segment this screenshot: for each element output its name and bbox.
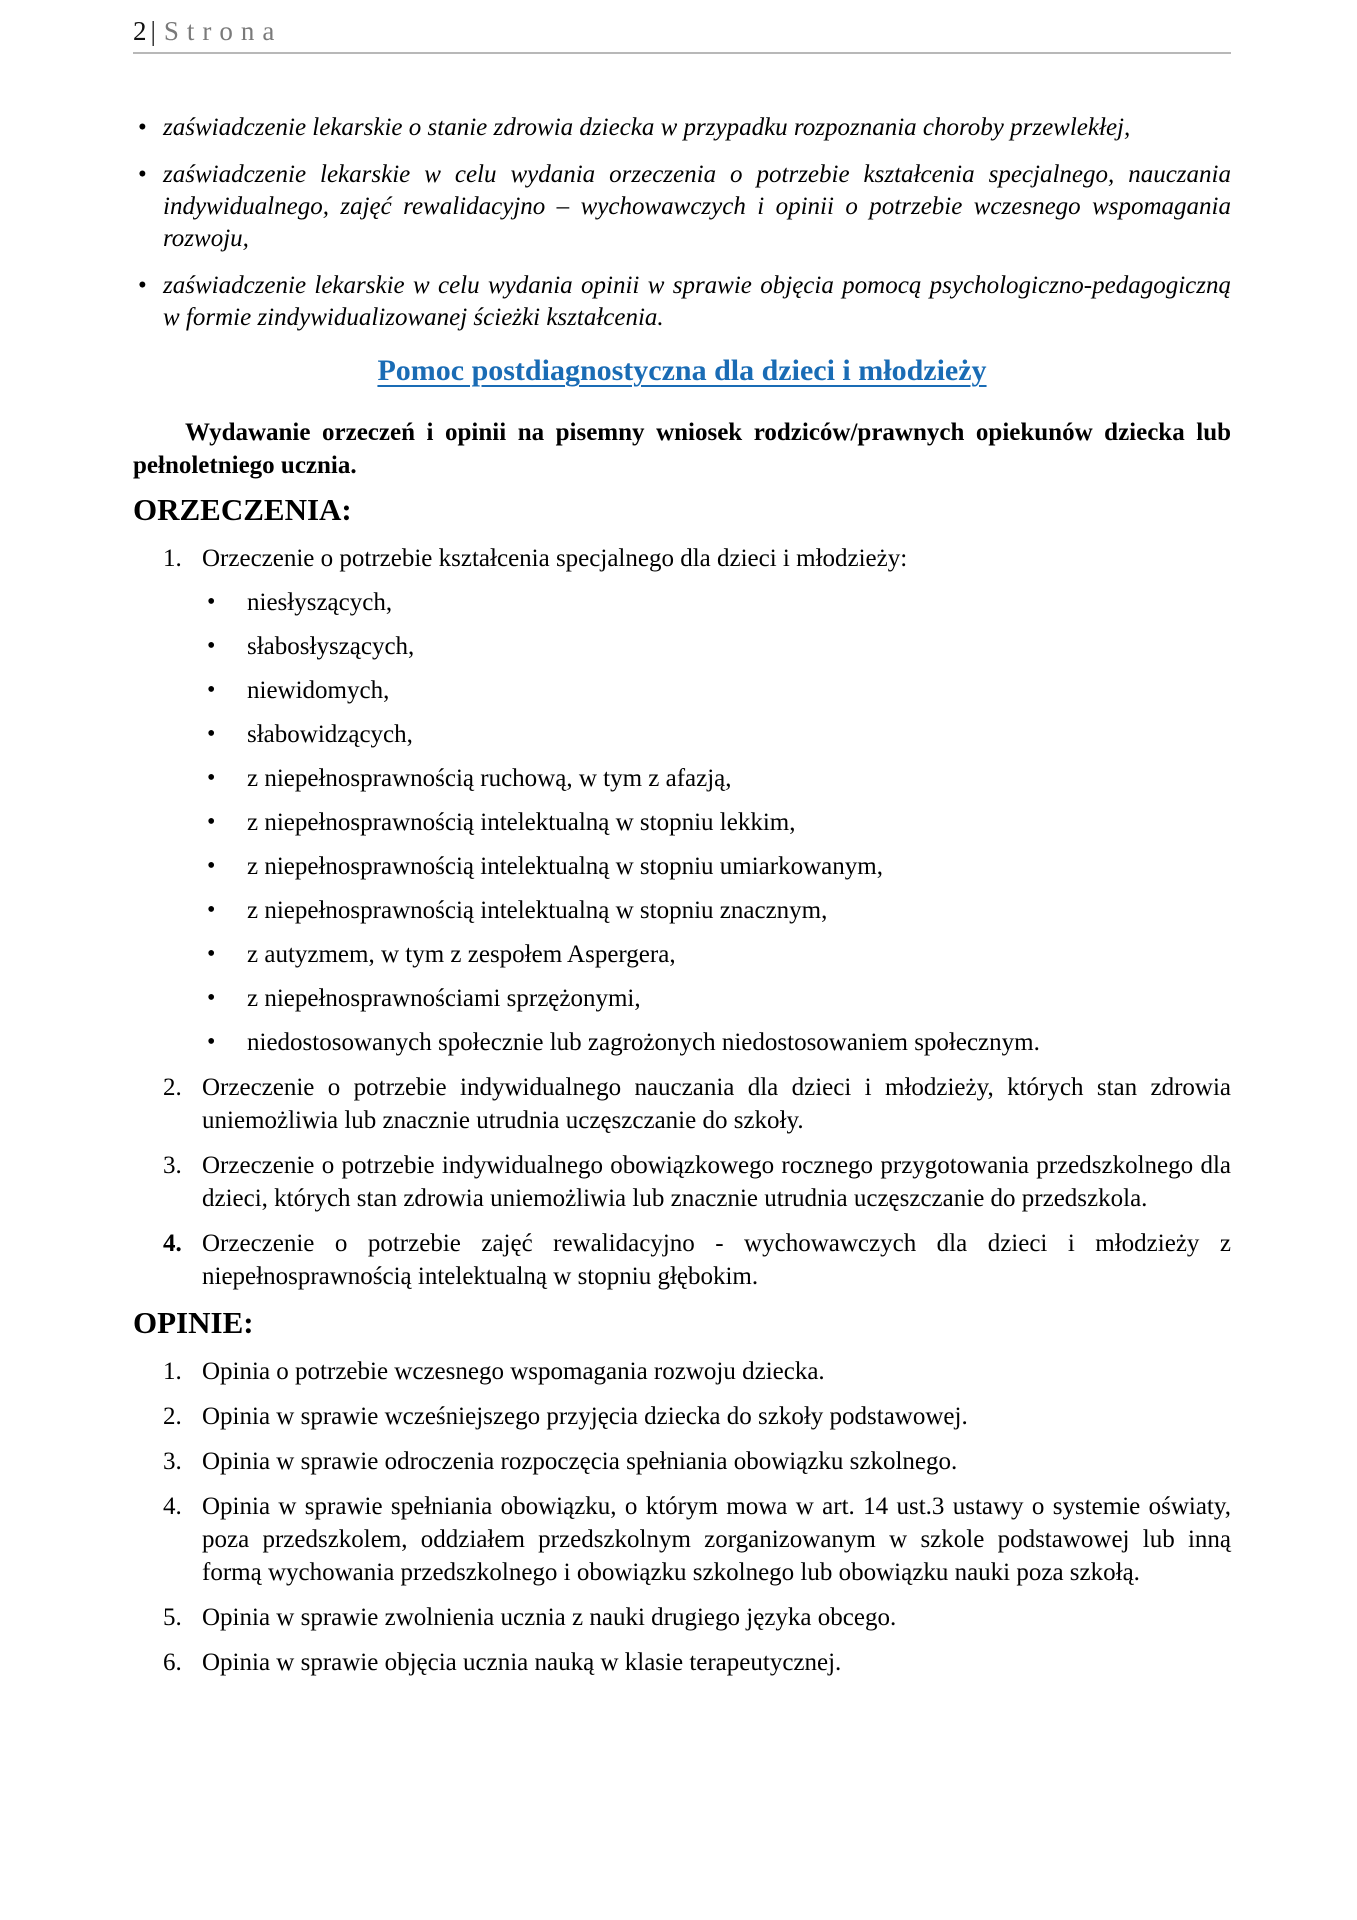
bullet-icon: • [207, 765, 216, 791]
bullet-icon: • [207, 897, 216, 923]
item-text: Opinia w sprawie wcześniejszego przyjęcia dziecka do szkoły podstawowej. [202, 1403, 968, 1430]
numbered-item [133, 1071, 1231, 1137]
header-label: Strona [163, 16, 283, 46]
list-item [133, 807, 1231, 839]
list-item-text: zaświadczenie lekarskie w celu wydania opinii w sprawie objęcia pomocą psychologiczno-pedagogiczną w formie zindywidualizowanej ścieżki kształcenia. [163, 272, 1231, 331]
section-title [133, 354, 1231, 388]
item-number: 1. [163, 545, 182, 572]
item-text: Opinia w sprawie zwolnienia ucznia z nauki drugiego języka obcego. [202, 1604, 897, 1631]
list-item-text: zaświadczenie lekarskie o stanie zdrowia dziecka w przypadku rozpoznania choroby przewlekłej, [163, 114, 1131, 141]
list-item [133, 1027, 1231, 1059]
item-text: Opinia w sprawie spełniania obowiązku, o którym mowa w art. 14 ust.3 ustawy o systemie oświaty, poza przedszkolem, oddziałem przedszkolnym zorganizowanym w szkole podstawowej lub inną formą wychowania przedszkolnego i obowiązku szkolnego lub obowiązku nauki poza szkołą. [202, 1493, 1231, 1586]
list-item-text: z niepełnosprawnością intelektualną w stopniu znacznym, [247, 897, 828, 924]
item-number: 5. [163, 1604, 182, 1631]
list-item [133, 895, 1231, 927]
list-item [133, 763, 1231, 795]
item-text: Opinia w sprawie odroczenia rozpoczęcia spełniania obowiązku szkolnego. [202, 1448, 958, 1475]
numbered-item [133, 1601, 1231, 1634]
item-text: Orzeczenie o potrzebie kształcenia specjalnego dla dzieci i młodzieży: [202, 545, 908, 572]
numbered-item [133, 1355, 1231, 1388]
list-item-text: z niepełnosprawnością intelektualną w stopniu umiarkowanym, [247, 853, 883, 880]
section-title-link[interactable]: Pomoc postdiagnostyczna dla dzieci i młodzieży [377, 354, 987, 387]
list-item [133, 719, 1231, 751]
medical-certificates-list [133, 112, 1231, 334]
list-item [133, 851, 1231, 883]
item-number: 3. [163, 1448, 182, 1475]
list-item-text: z autyzmem, w tym z zespołem Aspergera, [247, 941, 676, 968]
numbered-item [133, 1490, 1231, 1589]
item-number: 4. [163, 1493, 182, 1520]
item-number: 1. [163, 1358, 182, 1385]
bullet-icon: • [138, 114, 147, 141]
list-item [133, 112, 1231, 144]
list-item-text: z niepełnosprawnością ruchową, w tym z afazją, [247, 765, 732, 792]
numbered-item [133, 1646, 1231, 1679]
list-item-text: z niepełnosprawnością intelektualną w stopniu lekkim, [247, 809, 796, 836]
item-number: 6. [163, 1649, 182, 1676]
list-item [133, 939, 1231, 971]
bullet-icon: • [207, 1029, 216, 1055]
list-item [133, 631, 1231, 663]
list-item-text: niedostosowanych społecznie lub zagrożonych niedostosowaniem społecznym. [247, 1029, 1040, 1056]
list-item-text: słabosłyszących, [247, 633, 415, 660]
numbered-item [133, 1149, 1231, 1215]
bullet-icon: • [207, 809, 216, 835]
item-text: Opinia o potrzebie wczesnego wspomagania rozwoju dziecka. [202, 1358, 825, 1385]
list-item [133, 675, 1231, 707]
list-item-text: z niepełnosprawnościami sprzężonymi, [247, 985, 641, 1012]
orzeczenia-heading: ORZECZENIA: [133, 492, 352, 527]
bullet-icon: • [207, 633, 216, 659]
item-number: 2. [163, 1074, 182, 1101]
item-text: Orzeczenie o potrzebie indywidualnego obowiązkowego rocznego przygotowania przedszkolnego dla dzieci, których stan zdrowia uniemożliwia lub znacznie utrudnia uczęszczanie do przedszkola. [202, 1152, 1231, 1212]
header-separator: | [150, 16, 156, 46]
list-item-text: zaświadczenie lekarskie w celu wydania orzeczenia o potrzebie kształcenia specjalnego, nauczania indywidualnego, zajęć rewalidacyjno – wychowawczych i opinii o potrzebie wczesnego wspomagania rozwoju, [163, 161, 1231, 252]
item-number: 2. [163, 1403, 182, 1430]
list-item [133, 587, 1231, 619]
opinie-heading: OPINIE: [133, 1305, 254, 1340]
page-number: 2 [133, 16, 147, 46]
bullet-icon: • [207, 985, 216, 1011]
bullet-icon: • [138, 161, 147, 188]
list-item [133, 159, 1231, 255]
bullet-icon: • [207, 721, 216, 747]
item-text: Opinia w sprawie objęcia ucznia nauką w klasie terapeutycznej. [202, 1649, 842, 1676]
item-number: 3. [163, 1152, 182, 1179]
list-item-text: niewidomych, [247, 677, 390, 704]
special-education-groups-list [133, 587, 1231, 1059]
page-header [133, 16, 1231, 54]
item-text: Orzeczenie o potrzebie zajęć rewalidacyjno - wychowawczych dla dzieci i młodzieży z niepełnosprawnością intelektualną w stopniu głębokim. [202, 1230, 1231, 1290]
bullet-icon: • [207, 677, 216, 703]
list-item-text: niesłyszących, [247, 589, 393, 616]
item-number: 4. [163, 1230, 182, 1257]
numbered-item [133, 542, 1231, 575]
list-item [133, 270, 1231, 334]
bullet-icon: • [207, 589, 216, 615]
numbered-item [133, 1445, 1231, 1478]
list-item-text: słabowidzących, [247, 721, 413, 748]
numbered-item [133, 1400, 1231, 1433]
bullet-icon: • [207, 853, 216, 879]
list-item [133, 983, 1231, 1015]
numbered-item [133, 1227, 1231, 1293]
bullet-icon: • [207, 941, 216, 967]
item-text: Orzeczenie o potrzebie indywidualnego nauczania dla dzieci i młodzieży, których stan zdrowia uniemożliwia lub znacznie utrudnia uczęszczanie do szkoły. [202, 1074, 1231, 1134]
bullet-icon: • [138, 272, 147, 299]
lead-paragraph: Wydawanie orzeczeń i opinii na pisemny wniosek rodziców/prawnych opiekunów dziecka lub pełnoletniego ucznia. [133, 419, 1231, 479]
